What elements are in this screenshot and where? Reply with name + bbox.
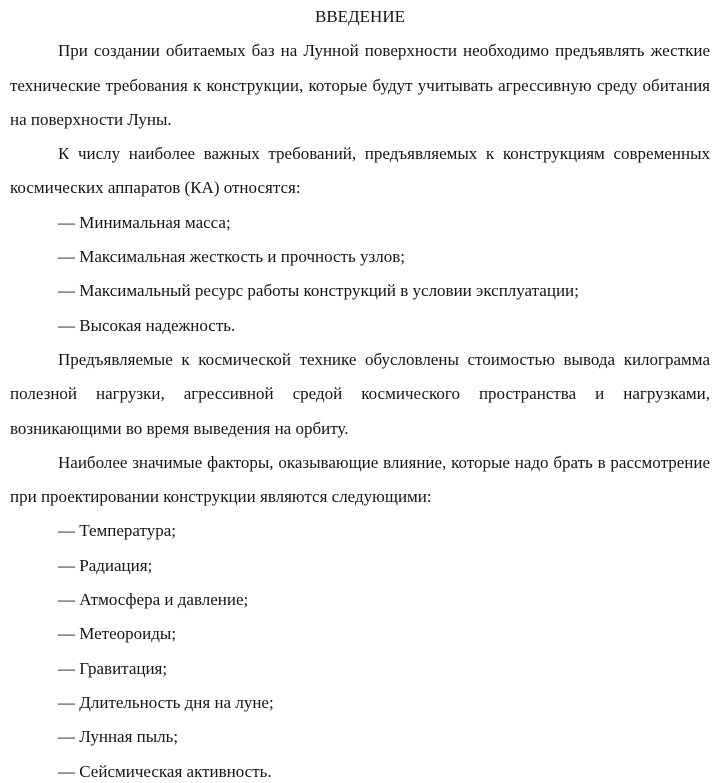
paragraph: Предъявляемые к космической технике обусловлены стоимостью вывода килограмма полезной нагрузки, агрессивной средой космического пространства и нагрузками, возникающими во время выведения на орбиту.: [10, 349, 710, 438]
page-title: ВВЕДЕНИЕ: [315, 7, 405, 26]
paragraph: К числу наиболее важных требований, предъявляемых к конструкциям современных космических аппаратов (КА) относятся:: [10, 144, 710, 198]
paragraph: При создании обитаемых баз на Лунной поверхности необходимо предъявлять жесткие технические требования к конструкции, которые будут учитывать агрессивную среду обитания на поверхности Луны.: [10, 41, 710, 129]
list-item: — Максимальный ресурс работы конструкций в условии эксплуатации;: [58, 281, 579, 301]
list-item: — Гравитация;: [58, 658, 168, 678]
list-item: — Высокая надежность.: [58, 315, 236, 335]
list-item: — Сейсмическая активность.: [58, 761, 272, 781]
list-item: — Атмосфера и давление;: [58, 590, 249, 610]
list-item: — Метеороиды;: [58, 624, 177, 644]
list-item: — Лунная пыль;: [58, 727, 179, 747]
list-item: — Радиация;: [58, 555, 153, 575]
list-item: — Максимальная жесткость и прочность узлов;: [58, 247, 405, 267]
list-item: — Минимальная масса;: [58, 212, 231, 232]
paragraph: Наиболее значимые факторы, оказывающие влияние, которые надо брать в рассмотрение при проектировании конструкции являются следующими:: [10, 452, 710, 507]
list-item: — Длительность дня на луне;: [58, 692, 274, 712]
list-item: — Температура;: [58, 521, 177, 541]
